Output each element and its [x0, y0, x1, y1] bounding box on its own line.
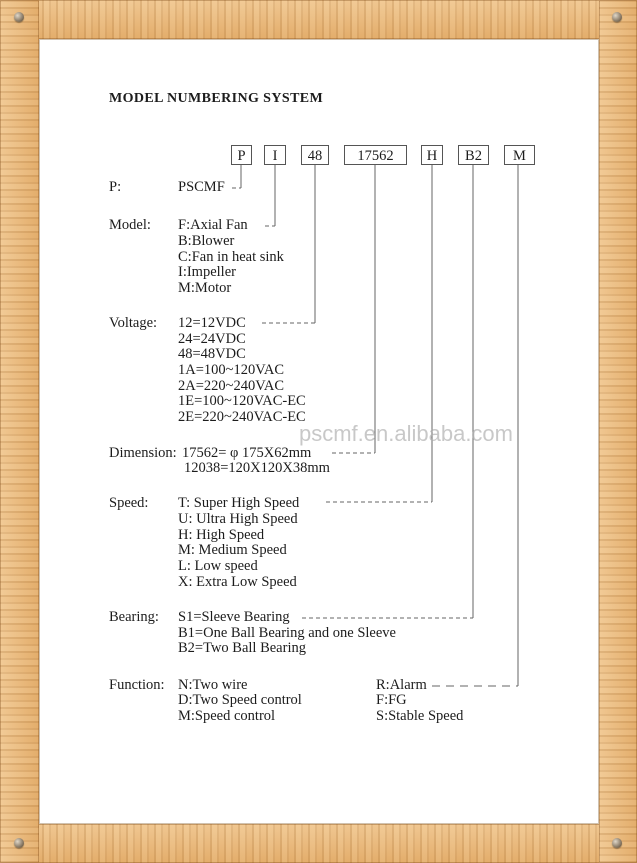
code-box-dimension: 17562 — [344, 145, 407, 165]
bearing-item: S1=Sleeve Bearing — [178, 609, 290, 625]
section-label-model: Model: — [109, 217, 151, 233]
code-box-voltage: 48 — [301, 145, 329, 165]
function-item-right: F:FG — [376, 692, 407, 708]
p-value: PSCMF — [178, 179, 225, 195]
function-item: D:Two Speed control — [178, 692, 302, 708]
voltage-item: 1E=100~120VAC-EC — [178, 393, 306, 409]
voltage-item: 24=24VDC — [178, 331, 246, 347]
section-label-voltage: Voltage: — [109, 315, 158, 331]
speed-item: U: Ultra High Speed — [178, 511, 298, 527]
function-item-right: R:Alarm — [376, 677, 427, 693]
voltage-item: 2A=220~240VAC — [178, 378, 284, 394]
section-label-function: Function: — [109, 677, 165, 693]
voltage-item: 1A=100~120VAC — [178, 362, 284, 378]
function-item: M:Speed control — [178, 708, 276, 724]
model-item: C:Fan in heat sink — [178, 249, 284, 265]
speed-item: L: Low speed — [178, 558, 258, 574]
voltage-item: 12=12VDC — [178, 315, 246, 331]
model-item: B:Blower — [178, 233, 235, 249]
code-box-speed: H — [421, 145, 443, 165]
dimension-item: 12038=120X120X38mm — [184, 460, 330, 476]
code-box-bearing: B2 — [458, 145, 489, 165]
model-item: F:Axial Fan — [178, 217, 248, 233]
function-item: N:Two wire — [178, 677, 248, 693]
voltage-item: 48=48VDC — [178, 346, 246, 362]
code-box-p: P — [231, 145, 252, 165]
page-title: MODEL NUMBERING SYSTEM — [109, 91, 324, 106]
voltage-item: 2E=220~240VAC-EC — [178, 409, 306, 425]
speed-item: H: High Speed — [178, 527, 265, 543]
speed-item: T: Super High Speed — [178, 495, 300, 511]
code-box-function: M — [504, 145, 535, 165]
section-label-speed: Speed: — [109, 495, 149, 511]
model-item: M:Motor — [178, 280, 232, 296]
watermark: pscmf.en.alibaba.com — [299, 421, 513, 446]
section-label-bearing: Bearing: — [109, 609, 159, 625]
model-item: I:Impeller — [178, 264, 236, 280]
code-box-model: I — [264, 145, 286, 165]
dimension-item: 17562= φ 175X62mm — [182, 445, 312, 461]
section-label-dimension: Dimension: — [109, 445, 177, 461]
section-label-p: P: — [109, 179, 122, 195]
speed-item: X: Extra Low Speed — [178, 574, 297, 590]
bearing-item: B1=One Ball Bearing and one Sleeve — [178, 625, 396, 641]
bearing-item: B2=Two Ball Bearing — [178, 640, 306, 656]
speed-item: M: Medium Speed — [178, 542, 287, 558]
function-item-right: S:Stable Speed — [376, 708, 464, 724]
